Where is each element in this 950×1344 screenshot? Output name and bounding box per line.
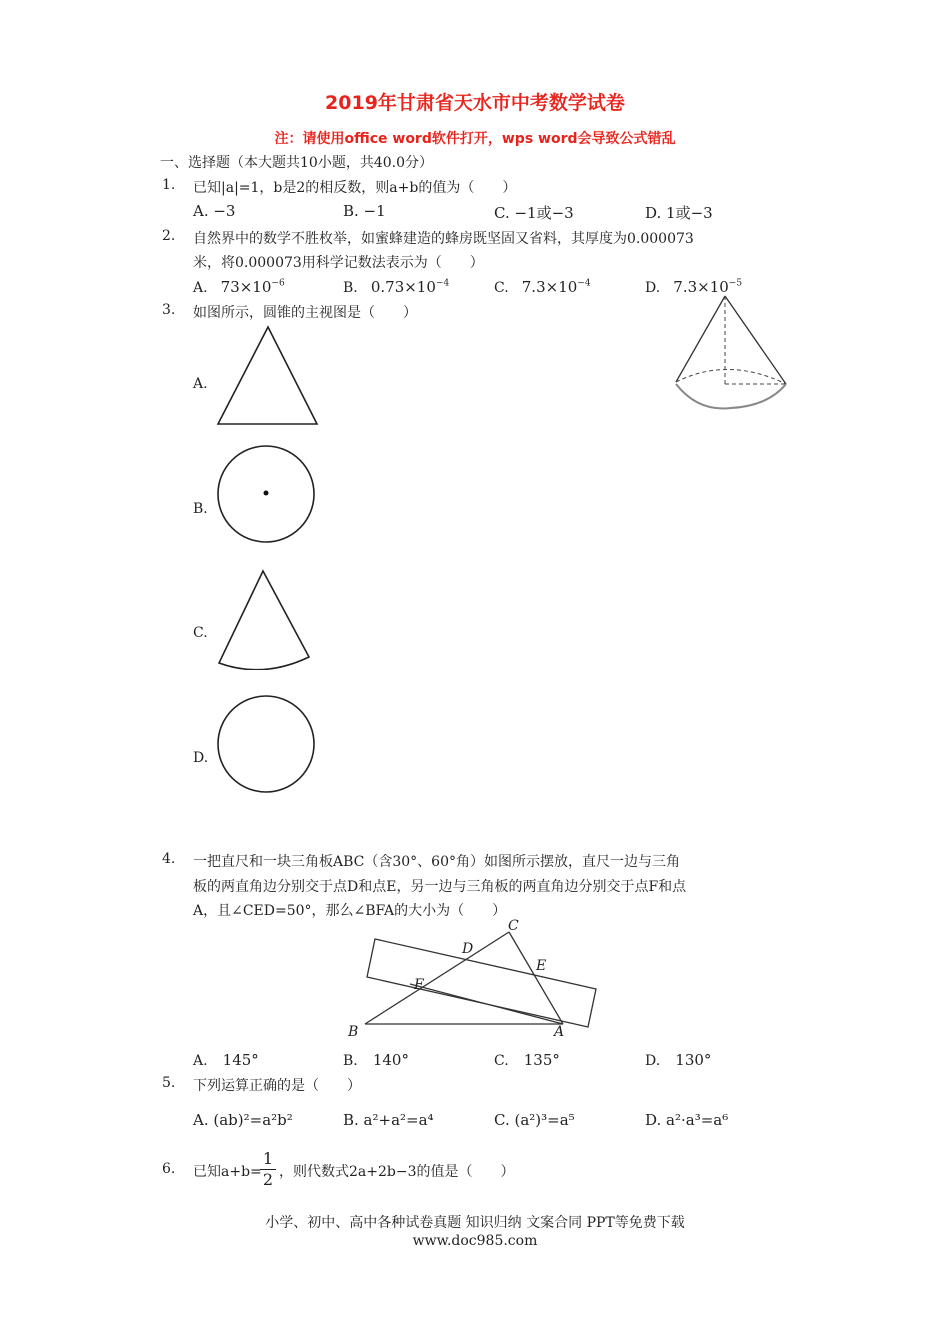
q2-option-a-exp: −6: [271, 278, 285, 289]
q3-option-a-label[interactable]: A.: [193, 376, 208, 392]
q2-option-b-exp: −4: [435, 278, 450, 289]
q2-option-b-base: 0.73×10: [370, 278, 436, 296]
footer-line1: 小学、初中、高中各种试卷真题 知识归纳 文案合同 PPT等免费下载: [265, 1215, 685, 1231]
q2-option-b[interactable]: [343, 277, 449, 296]
q1-option-b[interactable]: B. −1: [343, 202, 386, 220]
q4-option-a[interactable]: [193, 1050, 259, 1069]
q4-number: 4.: [162, 851, 176, 867]
q2-option-d-exp: −5: [728, 278, 743, 289]
q4-option-c-value: 135°: [523, 1051, 560, 1069]
cone-figure: [668, 292, 798, 412]
q4-option-b-label: B.: [343, 1053, 358, 1069]
q6-number: 6.: [162, 1161, 176, 1177]
q4-text-line1: 一把直尺和一块三角板ABC（含30°、60°角）如图所示摆放，直尺一边与三角: [193, 854, 680, 870]
q5-option-d[interactable]: D. a²·a³=a⁶: [645, 1111, 729, 1129]
q2-number: 2.: [162, 228, 176, 244]
q3-option-c-label[interactable]: C.: [193, 625, 208, 641]
page-title: 2019年甘肃省天水市中考数学试卷: [325, 92, 625, 114]
q4-option-d-label: D.: [645, 1053, 661, 1069]
q3-option-b-circle-with-center[interactable]: [214, 443, 318, 547]
q4-text-line3: A，且∠CED=50°，那么∠BFA的大小为（ ）: [193, 903, 507, 919]
q3-text: 如图所示，圆锥的主视图是（ ）: [193, 305, 417, 321]
q1-option-a[interactable]: A. −3: [193, 202, 236, 220]
q2-option-c-base: 7.3×10: [521, 278, 578, 296]
q4-option-b-value: 140°: [372, 1051, 409, 1069]
q3-option-c-sector[interactable]: [215, 568, 315, 670]
q2-option-b-label: B.: [343, 280, 358, 296]
q3-option-d-label[interactable]: D.: [193, 750, 209, 766]
q2-option-a-label: A.: [193, 280, 208, 296]
q2-text-line1: 自然界中的数学不胜枚举，如蜜蜂建造的蜂房既坚固又省料，其厚度为0.000073: [193, 231, 694, 247]
q6-suffix: ，则代数式2a+2b−3的值是（ ）: [279, 1164, 515, 1180]
q2-option-c-label: C.: [494, 280, 509, 296]
footer-url[interactable]: www.doc985.com: [412, 1233, 538, 1249]
q2-option-d-label: D.: [645, 280, 661, 296]
q6-fraction: [260, 1149, 276, 1190]
q2-text-line2: 米，将0.000073用科学记数法表示为（ ）: [193, 255, 484, 271]
label-d: D: [462, 941, 474, 957]
q2-option-a-base: 73×10: [220, 278, 272, 296]
q5-option-c[interactable]: C. (a²)³=a⁵: [494, 1111, 575, 1129]
q2-option-c-exp: −4: [577, 278, 591, 289]
label-e: E: [536, 958, 547, 974]
q1-option-d[interactable]: D. 1或−3: [645, 204, 713, 222]
q1-number: 1.: [162, 177, 176, 193]
q4-option-c-label: C.: [494, 1053, 509, 1069]
q2-option-a[interactable]: [193, 277, 285, 296]
label-a: A: [554, 1024, 565, 1040]
q5-text: 下列运算正确的是（ ）: [193, 1078, 361, 1094]
q4-option-c[interactable]: [494, 1050, 560, 1069]
q6-fraction-numerator: 1: [262, 1149, 274, 1168]
label-f: F: [414, 977, 424, 993]
q2-option-d-base: 7.3×10: [673, 278, 729, 296]
q2-option-c[interactable]: [494, 277, 591, 296]
q1-option-c[interactable]: C. −1或−3: [494, 204, 574, 222]
ruler-triangle-figure: [345, 912, 605, 1042]
q5-option-b[interactable]: B. a²+a²=a⁴: [343, 1111, 434, 1129]
q3-option-d-circle[interactable]: [214, 692, 318, 796]
word-notice: 注：请使用office word软件打开，wps word会导致公式错乱: [274, 131, 676, 147]
q6-prefix: 已知a+b=: [193, 1164, 262, 1180]
q6-fraction-denominator: 2: [262, 1170, 274, 1189]
q4-option-a-label: A.: [193, 1053, 208, 1069]
q3-number: 3.: [162, 302, 176, 318]
label-b: B: [348, 1024, 359, 1040]
section-heading: 一、选择题（本大题共10小题，共40.0分）: [160, 155, 433, 171]
q1-text: 已知|a|=1，b是2的相反数，则a+b的值为（ ）: [193, 180, 517, 196]
q4-option-d-value: 130°: [675, 1051, 712, 1069]
q4-text-line2: 板的两直角边分别交于点D和点E，另一边与三角板的两直角边分别交于点F和点: [193, 879, 687, 895]
q5-option-a[interactable]: A. (ab)²=a²b²: [193, 1111, 293, 1129]
q5-number: 5.: [162, 1075, 176, 1091]
q4-option-a-value: 145°: [222, 1051, 259, 1069]
q3-option-b-label[interactable]: B.: [193, 501, 208, 517]
q4-option-d[interactable]: [645, 1050, 711, 1069]
q4-option-b[interactable]: [343, 1050, 409, 1069]
q3-option-a-triangle[interactable]: [213, 325, 323, 427]
label-c: C: [508, 918, 519, 934]
